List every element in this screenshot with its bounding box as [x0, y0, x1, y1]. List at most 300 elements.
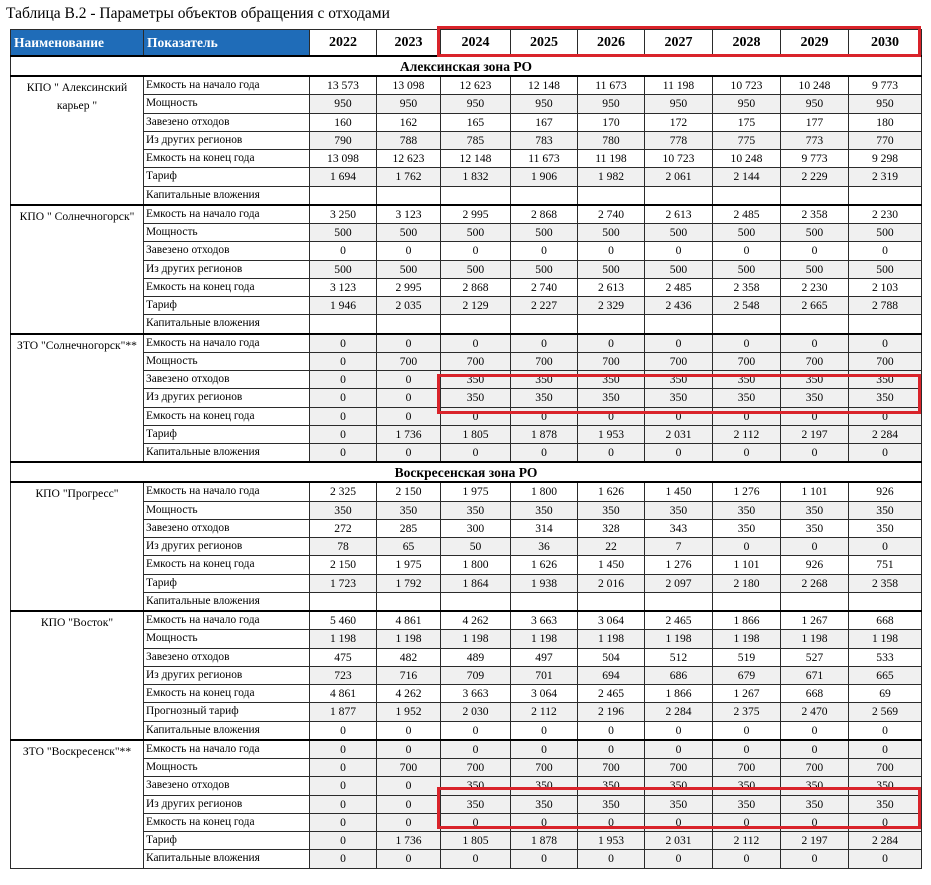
header-year: 2023	[377, 30, 441, 57]
value-cell: 2 144	[713, 168, 781, 186]
value-cell: 0	[781, 740, 849, 759]
value-cell: 350	[511, 371, 578, 389]
value-cell: 350	[713, 777, 781, 795]
value-cell: 0	[310, 371, 377, 389]
indicator-label: Из других регионов	[144, 389, 310, 407]
value-cell: 2 358	[849, 574, 922, 592]
header-year: 2030	[849, 30, 922, 57]
table-row	[11, 150, 922, 168]
table-row	[11, 278, 922, 296]
value-cell: 700	[849, 352, 922, 370]
value-cell	[645, 315, 713, 334]
value-cell: 0	[511, 334, 578, 353]
value-cell: 10 723	[645, 150, 713, 168]
value-cell: 1 198	[377, 630, 441, 648]
value-cell: 0	[713, 538, 781, 556]
value-cell: 13 098	[377, 76, 441, 95]
value-cell: 1 906	[511, 168, 578, 186]
facility-name: КПО " Алексинский карьер "	[11, 76, 144, 205]
table-row	[11, 795, 922, 813]
value-cell: 177	[781, 113, 849, 131]
value-cell: 0	[511, 721, 578, 740]
value-cell	[849, 186, 922, 205]
table-row	[11, 519, 922, 537]
value-cell: 700	[849, 759, 922, 777]
value-cell: 78	[310, 538, 377, 556]
value-cell: 172	[645, 113, 713, 131]
value-cell: 700	[781, 759, 849, 777]
value-cell: 0	[377, 371, 441, 389]
value-cell: 926	[849, 482, 922, 501]
value-cell: 723	[310, 666, 377, 684]
indicator-label: Емкость на конец года	[144, 407, 310, 425]
value-cell: 350	[849, 501, 922, 519]
indicator-label: Емкость на конец года	[144, 685, 310, 703]
value-cell: 2 031	[645, 425, 713, 443]
value-cell	[578, 315, 645, 334]
facility-name: ЗТО "Солнечногорск"**	[11, 334, 144, 463]
value-cell	[441, 592, 511, 611]
value-cell: 668	[849, 611, 922, 630]
table-row	[11, 407, 922, 425]
value-cell: 2 613	[645, 205, 713, 224]
value-cell: 350	[849, 777, 922, 795]
indicator-label: Капитальные вложения	[144, 186, 310, 205]
value-cell: 926	[781, 556, 849, 574]
table-row	[11, 444, 922, 463]
value-cell: 2 995	[441, 205, 511, 224]
value-cell: 4 861	[377, 611, 441, 630]
value-cell: 2 031	[645, 832, 713, 850]
value-cell: 0	[441, 444, 511, 463]
indicator-label: Мощность	[144, 352, 310, 370]
value-cell: 2 284	[849, 832, 922, 850]
value-cell: 1 800	[511, 482, 578, 501]
indicator-label: Емкость на конец года	[144, 150, 310, 168]
indicator-label: Из других регионов	[144, 795, 310, 813]
value-cell: 1 866	[713, 611, 781, 630]
value-cell: 314	[511, 519, 578, 537]
value-cell: 0	[645, 850, 713, 868]
value-cell: 2 485	[645, 278, 713, 296]
zone-row	[11, 462, 922, 482]
value-cell: 0	[377, 850, 441, 868]
table-row	[11, 242, 922, 260]
value-cell: 0	[441, 334, 511, 353]
value-cell	[511, 315, 578, 334]
value-cell: 2 284	[645, 703, 713, 721]
value-cell: 180	[849, 113, 922, 131]
value-cell: 700	[645, 352, 713, 370]
table-row	[11, 131, 922, 149]
value-cell: 500	[645, 260, 713, 278]
value-cell: 2 103	[849, 278, 922, 296]
value-cell: 0	[849, 242, 922, 260]
value-cell: 512	[645, 648, 713, 666]
value-cell: 0	[377, 389, 441, 407]
value-cell: 1 792	[377, 574, 441, 592]
value-cell: 0	[578, 334, 645, 353]
value-cell: 475	[310, 648, 377, 666]
value-cell: 350	[511, 795, 578, 813]
value-cell: 1 450	[578, 556, 645, 574]
value-cell: 2 112	[511, 703, 578, 721]
value-cell: 2 035	[377, 297, 441, 315]
value-cell: 2 325	[310, 482, 377, 501]
value-cell: 500	[441, 224, 511, 242]
value-cell: 3 123	[377, 205, 441, 224]
value-cell: 0	[310, 242, 377, 260]
value-cell: 0	[511, 740, 578, 759]
value-cell: 22	[578, 538, 645, 556]
value-cell: 2 097	[645, 574, 713, 592]
value-cell: 11 198	[645, 76, 713, 95]
value-cell: 500	[713, 224, 781, 242]
value-cell	[377, 315, 441, 334]
value-cell	[849, 592, 922, 611]
header-year: 2026	[578, 30, 645, 57]
indicator-label: Капитальные вложения	[144, 315, 310, 334]
value-cell: 350	[441, 389, 511, 407]
table-row	[11, 501, 922, 519]
value-cell: 0	[441, 850, 511, 868]
value-cell: 350	[781, 389, 849, 407]
value-cell	[578, 186, 645, 205]
header-year: 2028	[713, 30, 781, 57]
value-cell: 0	[781, 721, 849, 740]
table-row	[11, 777, 922, 795]
value-cell: 12 623	[441, 76, 511, 95]
value-cell: 0	[713, 242, 781, 260]
value-cell: 1 953	[578, 425, 645, 443]
value-cell: 350	[645, 777, 713, 795]
value-cell	[377, 592, 441, 611]
indicator-label: Мощность	[144, 630, 310, 648]
value-cell: 950	[310, 95, 377, 113]
value-cell: 0	[578, 407, 645, 425]
indicator-label: Емкость на конец года	[144, 813, 310, 831]
table-row	[11, 113, 922, 131]
value-cell	[310, 592, 377, 611]
value-cell: 2 230	[849, 205, 922, 224]
table-row	[11, 389, 922, 407]
indicator-label: Капитальные вложения	[144, 721, 310, 740]
value-cell: 0	[310, 813, 377, 831]
value-cell: 0	[578, 813, 645, 831]
indicator-label: Завезено отходов	[144, 113, 310, 131]
value-cell: 950	[645, 95, 713, 113]
indicator-label: Мощность	[144, 759, 310, 777]
table-row	[11, 260, 922, 278]
value-cell: 1 938	[511, 574, 578, 592]
value-cell: 1 975	[441, 482, 511, 501]
table-row	[11, 186, 922, 205]
value-cell: 0	[310, 759, 377, 777]
value-cell: 785	[441, 131, 511, 149]
value-cell: 0	[781, 813, 849, 831]
indicator-label: Тариф	[144, 574, 310, 592]
header-year: 2027	[645, 30, 713, 57]
value-cell: 1 762	[377, 168, 441, 186]
value-cell: 2 548	[713, 297, 781, 315]
value-cell: 350	[781, 795, 849, 813]
value-cell: 700	[578, 352, 645, 370]
value-cell: 1 101	[781, 482, 849, 501]
value-cell: 709	[441, 666, 511, 684]
value-cell: 162	[377, 113, 441, 131]
table-row	[11, 371, 922, 389]
value-cell: 0	[511, 407, 578, 425]
value-cell: 65	[377, 538, 441, 556]
value-cell: 0	[377, 242, 441, 260]
value-cell	[713, 186, 781, 205]
value-cell: 701	[511, 666, 578, 684]
value-cell: 950	[849, 95, 922, 113]
value-cell	[781, 186, 849, 205]
indicator-label: Завезено отходов	[144, 648, 310, 666]
indicator-label: Тариф	[144, 297, 310, 315]
value-cell: 350	[441, 501, 511, 519]
value-cell: 700	[511, 352, 578, 370]
value-cell: 0	[645, 721, 713, 740]
value-cell: 2 569	[849, 703, 922, 721]
value-cell: 2 319	[849, 168, 922, 186]
value-cell: 0	[713, 444, 781, 463]
value-cell: 13 098	[310, 150, 377, 168]
indicator-label: Емкость на начало года	[144, 740, 310, 759]
indicator-label: Прогнозный тариф	[144, 703, 310, 721]
table-row	[11, 850, 922, 868]
value-cell: 716	[377, 666, 441, 684]
value-cell: 36	[511, 538, 578, 556]
value-cell: 489	[441, 648, 511, 666]
value-cell: 2 788	[849, 297, 922, 315]
value-cell: 0	[377, 813, 441, 831]
value-cell: 0	[578, 242, 645, 260]
value-cell: 3 250	[310, 205, 377, 224]
waste-facilities-table	[10, 29, 922, 869]
header-year: 2024	[441, 30, 511, 57]
value-cell: 2 485	[713, 205, 781, 224]
value-cell: 700	[441, 352, 511, 370]
value-cell: 0	[645, 813, 713, 831]
value-cell	[441, 186, 511, 205]
value-cell: 0	[511, 813, 578, 831]
indicator-label: Завезено отходов	[144, 777, 310, 795]
value-cell: 11 673	[511, 150, 578, 168]
value-cell: 1 276	[645, 556, 713, 574]
value-cell	[781, 592, 849, 611]
value-cell: 500	[781, 224, 849, 242]
value-cell: 1 198	[713, 630, 781, 648]
value-cell: 2 016	[578, 574, 645, 592]
value-cell: 0	[310, 795, 377, 813]
value-cell: 500	[310, 224, 377, 242]
value-cell: 1 877	[310, 703, 377, 721]
value-cell: 500	[849, 260, 922, 278]
value-cell: 0	[645, 407, 713, 425]
indicator-label: Мощность	[144, 224, 310, 242]
value-cell: 350	[849, 795, 922, 813]
value-cell: 0	[849, 850, 922, 868]
value-cell: 165	[441, 113, 511, 131]
indicator-label: Из других регионов	[144, 131, 310, 149]
value-cell: 170	[578, 113, 645, 131]
value-cell: 751	[849, 556, 922, 574]
table-row	[11, 315, 922, 334]
value-cell: 350	[781, 371, 849, 389]
value-cell: 2 129	[441, 297, 511, 315]
value-cell: 3 064	[511, 685, 578, 703]
value-cell: 1 694	[310, 168, 377, 186]
value-cell: 0	[441, 721, 511, 740]
value-cell: 0	[713, 740, 781, 759]
value-cell: 0	[310, 740, 377, 759]
value-cell: 350	[578, 501, 645, 519]
value-cell: 0	[511, 242, 578, 260]
value-cell: 665	[849, 666, 922, 684]
value-cell: 1 276	[713, 482, 781, 501]
value-cell	[713, 592, 781, 611]
header-year: 2029	[781, 30, 849, 57]
value-cell: 350	[713, 389, 781, 407]
value-cell: 0	[781, 242, 849, 260]
value-cell: 0	[377, 777, 441, 795]
table-row	[11, 740, 922, 759]
value-cell: 350	[578, 389, 645, 407]
value-cell: 9 773	[781, 150, 849, 168]
value-cell: 783	[511, 131, 578, 149]
value-cell: 2 436	[645, 297, 713, 315]
value-cell: 0	[713, 334, 781, 353]
value-cell	[511, 592, 578, 611]
value-cell: 328	[578, 519, 645, 537]
indicator-label: Капитальные вложения	[144, 444, 310, 463]
value-cell: 350	[645, 371, 713, 389]
value-cell: 1 626	[578, 482, 645, 501]
value-cell: 527	[781, 648, 849, 666]
value-cell: 11 673	[578, 76, 645, 95]
value-cell: 0	[310, 425, 377, 443]
indicator-label: Емкость на начало года	[144, 76, 310, 95]
value-cell: 2 465	[578, 685, 645, 703]
value-cell: 300	[441, 519, 511, 537]
table-row	[11, 630, 922, 648]
indicator-label: Завезено отходов	[144, 242, 310, 260]
value-cell: 1 198	[781, 630, 849, 648]
value-cell: 12 148	[441, 150, 511, 168]
value-cell: 1 805	[441, 425, 511, 443]
indicator-label: Тариф	[144, 168, 310, 186]
value-cell: 0	[377, 407, 441, 425]
value-cell: 0	[377, 795, 441, 813]
value-cell: 2 229	[781, 168, 849, 186]
value-cell: 500	[310, 260, 377, 278]
value-cell: 350	[713, 519, 781, 537]
value-cell: 350	[441, 777, 511, 795]
value-cell: 2 358	[713, 278, 781, 296]
value-cell: 780	[578, 131, 645, 149]
value-cell: 500	[781, 260, 849, 278]
value-cell: 0	[645, 444, 713, 463]
value-cell: 700	[781, 352, 849, 370]
value-cell: 0	[849, 721, 922, 740]
table-caption: Таблица В.2 - Параметры объектов обращения с отходами	[6, 5, 390, 22]
value-cell: 5 460	[310, 611, 377, 630]
value-cell: 0	[781, 334, 849, 353]
value-cell: 0	[511, 444, 578, 463]
value-cell: 2 180	[713, 574, 781, 592]
value-cell: 2 868	[511, 205, 578, 224]
value-cell: 167	[511, 113, 578, 131]
value-cell: 0	[310, 352, 377, 370]
table-row	[11, 611, 922, 630]
value-cell: 4 262	[377, 685, 441, 703]
value-cell: 350	[781, 519, 849, 537]
value-cell: 0	[377, 444, 441, 463]
value-cell: 11 198	[578, 150, 645, 168]
value-cell: 500	[511, 260, 578, 278]
indicator-label: Емкость на начало года	[144, 205, 310, 224]
value-cell: 0	[781, 538, 849, 556]
indicator-label: Из других регионов	[144, 260, 310, 278]
table-row	[11, 648, 922, 666]
value-cell: 350	[578, 371, 645, 389]
value-cell: 700	[377, 759, 441, 777]
value-cell: 0	[441, 407, 511, 425]
value-cell: 0	[310, 444, 377, 463]
value-cell: 1 736	[377, 832, 441, 850]
value-cell: 2 112	[713, 425, 781, 443]
value-cell: 1 198	[849, 630, 922, 648]
value-cell: 1 626	[511, 556, 578, 574]
value-cell: 679	[713, 666, 781, 684]
value-cell	[781, 315, 849, 334]
value-cell: 700	[441, 759, 511, 777]
value-cell: 700	[713, 352, 781, 370]
value-cell: 0	[645, 740, 713, 759]
value-cell: 1 864	[441, 574, 511, 592]
value-cell: 778	[645, 131, 713, 149]
value-cell: 671	[781, 666, 849, 684]
value-cell: 700	[645, 759, 713, 777]
value-cell: 500	[511, 224, 578, 242]
value-cell: 500	[713, 260, 781, 278]
value-cell: 0	[578, 721, 645, 740]
facility-name: КПО "Прогресс"	[11, 482, 144, 611]
table-header-row	[11, 30, 922, 57]
value-cell: 950	[511, 95, 578, 113]
table-row	[11, 482, 922, 501]
value-cell	[645, 186, 713, 205]
table-row	[11, 297, 922, 315]
value-cell: 500	[377, 224, 441, 242]
value-cell: 950	[377, 95, 441, 113]
value-cell: 497	[511, 648, 578, 666]
value-cell: 0	[713, 850, 781, 868]
value-cell: 500	[377, 260, 441, 278]
value-cell: 482	[377, 648, 441, 666]
value-cell: 1 198	[310, 630, 377, 648]
value-cell: 160	[310, 113, 377, 131]
value-cell: 0	[849, 334, 922, 353]
value-cell: 1 878	[511, 832, 578, 850]
value-cell: 519	[713, 648, 781, 666]
value-cell: 950	[781, 95, 849, 113]
value-cell: 9 773	[849, 76, 922, 95]
value-cell: 1 267	[781, 611, 849, 630]
value-cell	[310, 315, 377, 334]
